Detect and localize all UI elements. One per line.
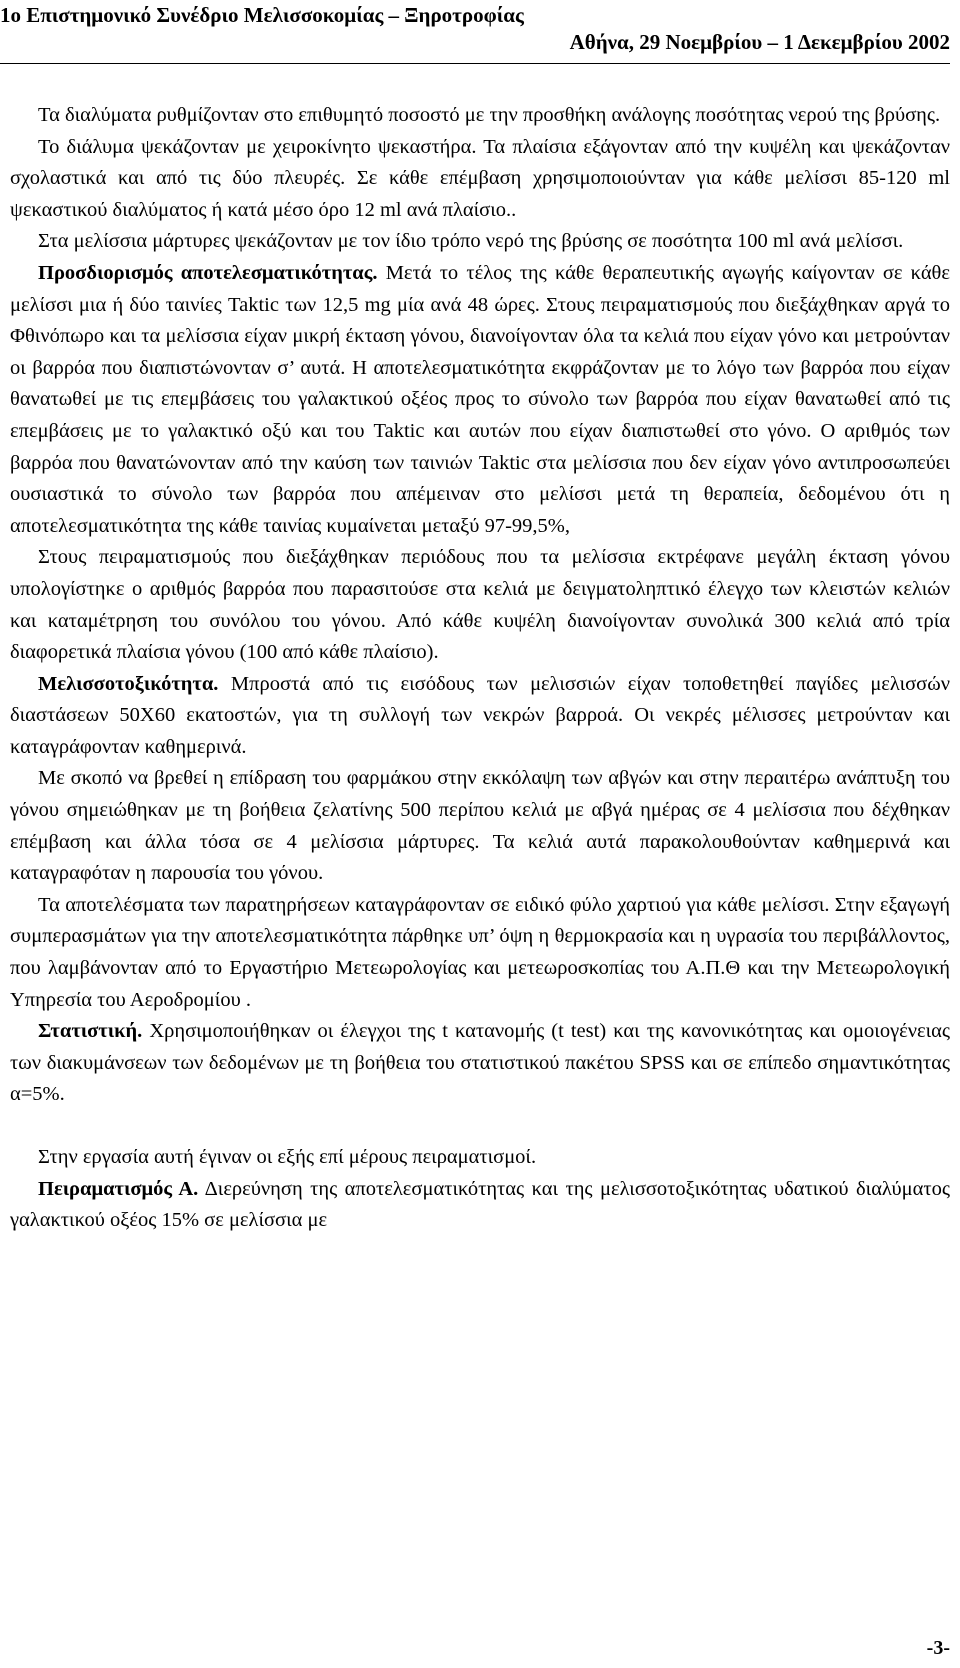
paragraph: Το διάλυμα ψεκάζονταν με χειροκίνητο ψεκαστήρα. Τα πλαίσια εξάγονταν από την κυψέλη και ψεκάζονταν σχολαστικά και από τις δύο πλευρές. Σε κάθε επέμβαση χρησιμοποιούνταν για κάθε μελίσσι 85-120 ml ψεκαστικού διαλύματος ή κατά μέσο όρο 12 ml ανά πλαίσιο.. [10,135,950,221]
paragraph: Στους πειραματισμούς που διεξάχθηκαν περιόδους που τα μελίσσια εκτρέφανε μεγάλη έκταση γόνου υπολογίστηκε ο αριθμός βαρρόα που παρασιτούσε στα κελιά με δειγματοληπτικό έλεγχο των κλειστών κελιών και καταμέτρηση του συνόλου του γόνου. Από κάθε κυψέλη διανοίγονταν συνολικά 300 κελιά από τρία διαφορετικά πλαίσια γόνου (100 από κάθε πλαίσιο). [10,546,950,664]
section-heading: Προσδιορισμός αποτελεσματικότητας. [38,261,378,284]
paragraph-text: Διερεύνηση της αποτελεσματικότητας και της μελισσοτοξικότητας υδατικού διαλύματος γαλακτικού οξέος 15% σε μελίσσια με [10,1177,950,1232]
paragraph [10,1016,950,1111]
page-number: -3- [926,1637,950,1659]
paragraph-text: Μετά το τέλος της κάθε θεραπευτικής αγωγής καίγονταν σε κάθε μελίσσι μια ή δύο ταινίες Taktic των 12,5 mg μία ανά 48 ώρες. Στους πειραματισμούς που διεξάχθηκαν αργά το Φθινόπωρο και τα μελίσσια είχαν μικρή έκταση γόνου, διανοίγονταν όλα τα κελιά που είχαν γόνο και μετρούνταν οι βαρρόα που διαπιστώνονταν σ’ αυτά. Η αποτελεσματικότητα εκφράζονταν με το λόγο των βαρρόα που είχαν θανατωθεί με τις επεμβάσεις του γαλακτικού οξέος προς το σύνολο των βαρρόα που είχαν θανατωθεί από τις επεμβάσεις με το γαλακτικό οξύ και του Taktic και αυτών που είχαν διαπιστωθεί στο γόνο. Ο αριθμός των βαρρόα που θανατώνονταν από την καύση των ταινιών Taktic στα μελίσσια που δεν είχαν γόνο αντιπροσωπεύει ουσιαστικά το σύνολο των βαρρόα που απέμειναν στο μελίσσι μετά τη θεραπεία, δεδομένου ότι η αποτελεσματικότητα της κάθε ταινίας κυμαίνεται μεταξύ 97-99,5%, [10,261,950,537]
section-heading: Πειραματισμός Α. [38,1177,199,1200]
section-heading: Μελισσοτοξικότητα. [38,672,219,695]
paragraph-gap [10,1111,950,1142]
paragraph-text: Χρησιμοποιήθηκαν οι έλεγχοι της t κατανομής (t test) και της κανονικότητας και ομοιογένειας των διακυμάνσεων των δεδομένων με τη βοήθεια του στατιστικού πακέτου SPSS και σε επίπεδο σημαντικότητας α=5%. [10,1020,950,1106]
paragraph: Με σκοπό να βρεθεί η επίδραση του φαρμάκου στην εκκόλαψη των αβγών και στην περαιτέρω ανάπτυξη του γόνου σημειώθηκαν με τη βοήθεια ζελατίνης 500 περίπου κελιά με αβγά ημέρας σε 4 μελίσσια που δέχθηκαν επέμβαση και άλλα τόσα σε 4 μελίσσια μάρτυρες. Τα κελιά αυτά παρακολουθούνταν καθημερινά και καταγραφόταν η παρουσία του γόνου. [10,767,950,885]
paragraph: Τα διαλύματα ρυθμίζονταν στο επιθυμητό ποσοστό με την προσθήκη ανάλογης ποσότητας νερού της βρύσης. [38,104,941,126]
header-rule [0,63,950,64]
paragraph: Τα αποτελέσματα των παρατηρήσεων καταγράφονταν σε ειδικό φύλο χαρτιού για κάθε μελίσσι. Στην εξαγωγή συμπερασμάτων για την αποτελεσματικότητα πάρθηκε υπ’ όψη η θερμοκρασία και η υγρασία του περιβάλλοντος, που λαμβάνονταν από το Εργαστήριο Μετεωρολογίας και μετεωροσκοπίας του Α.Π.Θ και την Μετεωρολογική Υπηρεσία του Αεροδρομίου . [10,893,950,1011]
section-heading: Στατιστική. [38,1020,143,1043]
conference-title: 1ο Επιστημονικό Συνέδριο Μελισσοκομίας – Ξηροτροφίας [0,3,524,27]
paragraph [10,258,950,542]
paragraph [10,1174,950,1237]
paragraph [10,669,950,764]
conference-place-date: Αθήνα, 29 Νοεμβρίου – 1 Δεκεμβρίου 2002 [569,30,950,54]
paragraph-text: Μπροστά από τις εισόδους των μελισσιών είχαν τοποθετηθεί παγίδες μελισσών διαστάσεων 50X60 εκατοστών, για τη συλλογή των νεκρών βαρροά. Οι νεκρές μέλισσες μετρούνταν και καταγράφονταν καθημερινά. [10,672,950,758]
body-text [10,100,950,1237]
paragraph: Στην εργασία αυτή έγιναν οι εξής επί μέρους πειραματισμοί. [38,1146,537,1168]
paragraph: Στα μελίσσια μάρτυρες ψεκάζονταν με τον ίδιο τρόπο νερό της βρύσης σε ποσότητα 100 ml ανά μελίσσι. [38,230,904,253]
